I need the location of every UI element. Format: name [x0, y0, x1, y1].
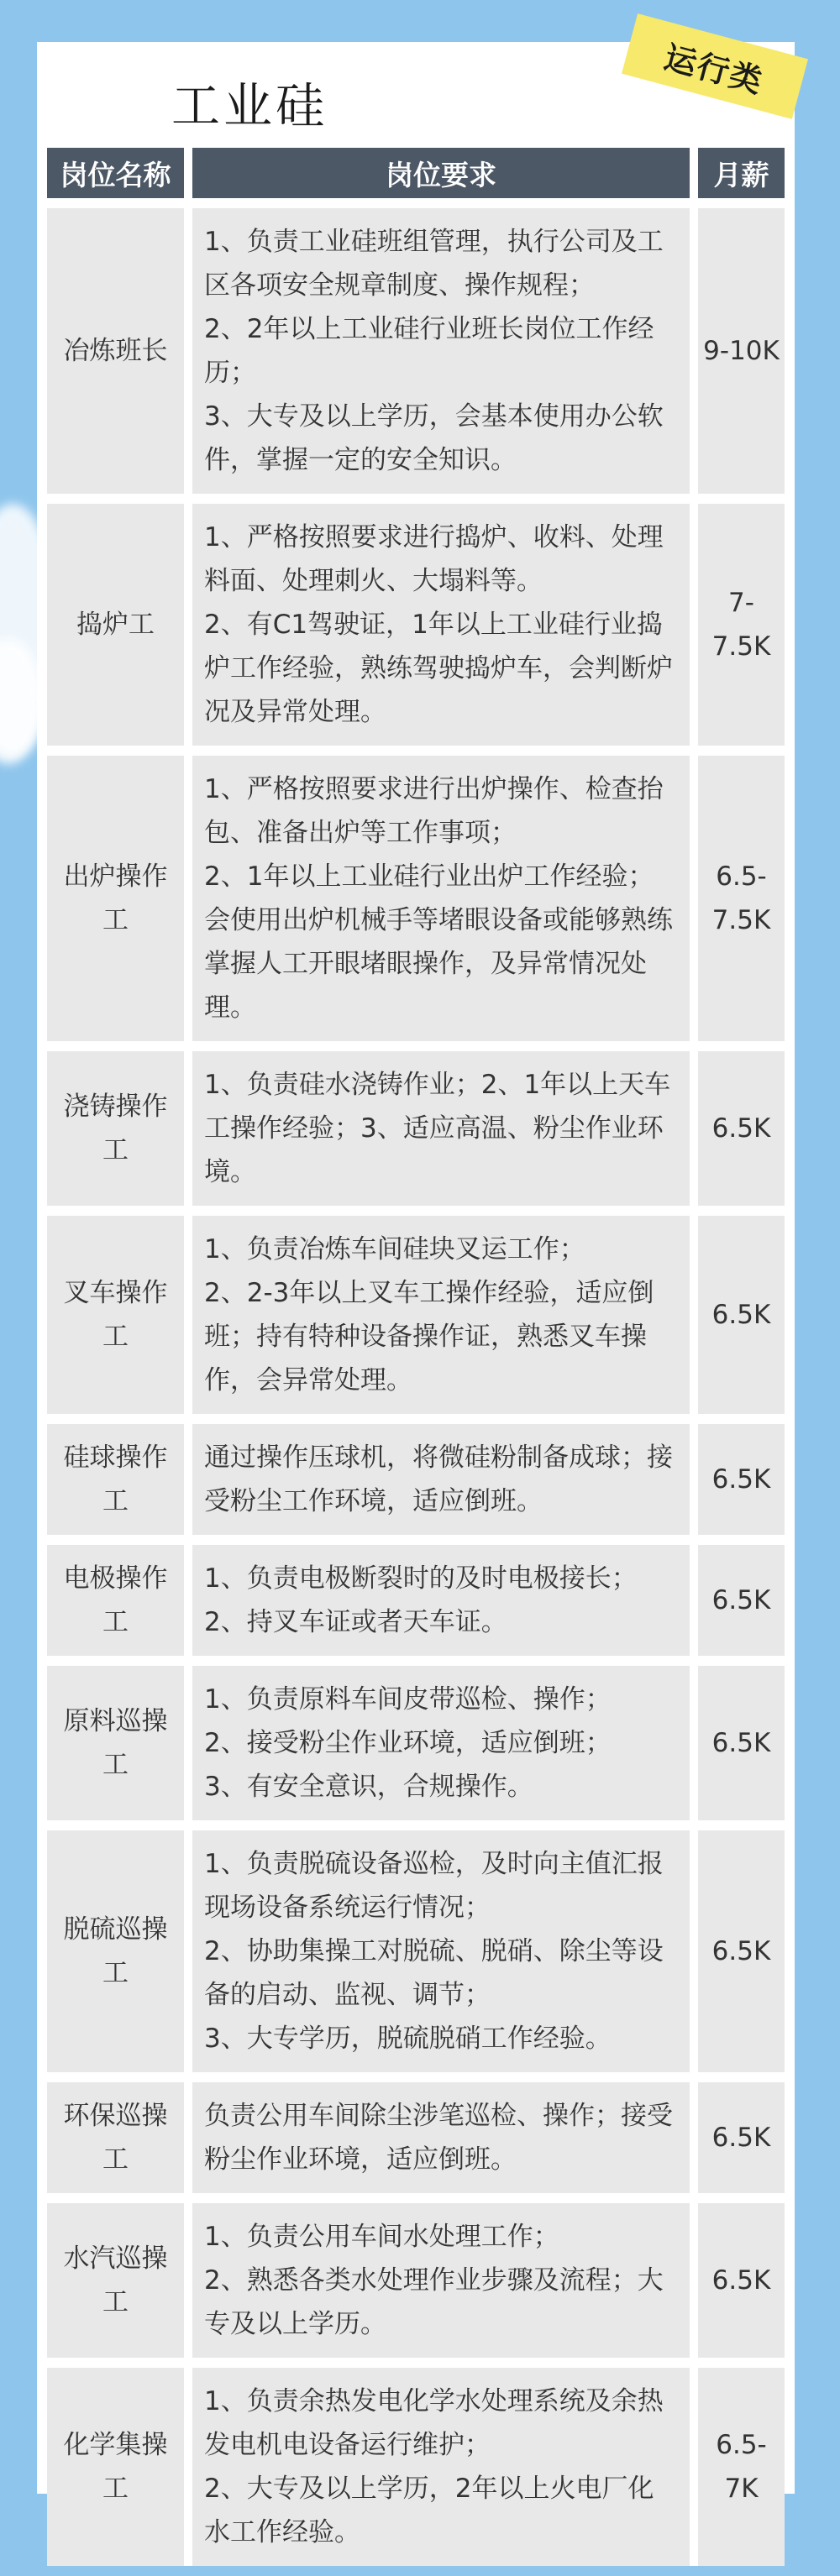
- job-table: [47, 138, 785, 2576]
- position-name: 化学集操工: [47, 2368, 188, 2566]
- position-requirements: 1、负责公用车间水处理工作； 2、熟悉各类水处理作业步骤及流程；大专及以上学历。: [188, 2203, 694, 2358]
- position-requirements: 1、负责原料车间皮带巡检、操作； 2、接受粉尘作业环境，适应倒班； 3、有安全意识，合规操作。: [188, 1666, 694, 1820]
- position-salary: 6.5K: [694, 1051, 785, 1206]
- position-name: 出炉操作工: [47, 756, 188, 1041]
- position-salary: 6.5K: [694, 1216, 785, 1414]
- position-name: 叉车操作工: [47, 1216, 188, 1414]
- table-row: [47, 504, 785, 746]
- position-salary: 6.5K: [694, 2082, 785, 2193]
- position-name: 水汽巡操工: [47, 2203, 188, 2358]
- position-requirements: 1、负责硅水浇铸作业；2、1年以上天车工操作经验；3、适应高温、粉尘作业环境。: [188, 1051, 694, 1206]
- category-tag: 运行类: [622, 13, 808, 119]
- position-requirements: 1、负责电极断裂时的及时电极接长；2、持叉车证或者天车证。: [188, 1545, 694, 1656]
- table-row: [47, 1216, 785, 1414]
- position-requirements: 1、负责脱硫设备巡检，及时向主值汇报现场设备系统运行情况； 2、协助集操工对脱硫、脱硝、除尘等设备的启动、监视、调节； 3、大专学历，脱硫脱硝工作经验。: [188, 1830, 694, 2072]
- position-salary: 6.5K: [694, 1830, 785, 2072]
- position-requirements: 1、严格按照要求进行捣炉、收料、处理料面、处理刺火、大塌料等。 2、有C1驾驶证，1年以上工业硅行业捣炉工作经验，熟练驾驶捣炉车，会判断炉况及异常处理。: [188, 504, 694, 746]
- position-name: 环保巡操工: [47, 2082, 188, 2193]
- position-salary: 6.5-7K: [694, 2368, 785, 2566]
- position-salary: 6.5K: [694, 1666, 785, 1820]
- table-header-row: [47, 148, 785, 198]
- position-requirements: 负责公用车间除尘涉笔巡检、操作；接受粉尘作业环境，适应倒班。: [188, 2082, 694, 2193]
- position-salary: 6.5K: [694, 1424, 785, 1535]
- table-row: [47, 208, 785, 494]
- table-row: [47, 1666, 785, 1820]
- position-name: 冶炼班长: [47, 208, 188, 494]
- position-name: 硅球操作工: [47, 1424, 188, 1535]
- table-row: [47, 2203, 785, 2358]
- table-row: [47, 1051, 785, 1206]
- table-row: [47, 2082, 785, 2193]
- position-salary: 7-7.5K: [694, 504, 785, 746]
- table-row: [47, 2368, 785, 2566]
- header-salary: 月薪: [694, 148, 785, 198]
- position-name: 捣炉工: [47, 504, 188, 746]
- position-name: 脱硫巡操工: [47, 1830, 188, 2072]
- position-name: 电极操作工: [47, 1545, 188, 1656]
- position-requirements: 1、严格按照要求进行出炉操作、检查抬包、准备出炉等工作事项； 2、1年以上工业硅行业出炉工作经验；会使用出炉机械手等堵眼设备或能够熟练掌握人工开眼堵眼操作，及异常情况处理。: [188, 756, 694, 1041]
- position-salary: 9-10K: [694, 208, 785, 494]
- header-requirements: 岗位要求: [188, 148, 694, 198]
- position-name: 原料巡操工: [47, 1666, 188, 1820]
- page-title: 工业硅: [171, 77, 328, 134]
- position-salary: 6.5-7.5K: [694, 756, 785, 1041]
- position-requirements: 1、负责冶炼车间硅块叉运工作； 2、2-3年以上叉车工操作经验，适应倒班；持有特种设备操作证，熟悉叉车操作，会异常处理。: [188, 1216, 694, 1414]
- position-name: 浇铸操作工: [47, 1051, 188, 1206]
- job-card: [37, 38, 795, 2547]
- position-requirements: 1、负责工业硅班组管理，执行公司及工区各项安全规章制度、操作规程； 2、2年以上工业硅行业班长岗位工作经历； 3、大专及以上学历，会基本使用办公软件，掌握一定的安全知识。: [188, 208, 694, 494]
- position-salary: 6.5K: [694, 1545, 785, 1656]
- position-salary: 6.5K: [694, 2203, 785, 2358]
- table-row: [47, 1830, 785, 2072]
- table-row: [47, 1545, 785, 1656]
- position-requirements: 1、负责余热发电化学水处理系统及余热发电机电设备运行维护； 2、大专及以上学历，2年以上火电厂化水工作经验。: [188, 2368, 694, 2566]
- table-row: [47, 756, 785, 1041]
- header-position-name: 岗位名称: [47, 148, 188, 198]
- table-row: [47, 1424, 785, 1535]
- position-requirements: 通过操作压球机，将微硅粉制备成球；接受粉尘工作环境，适应倒班。: [188, 1424, 694, 1535]
